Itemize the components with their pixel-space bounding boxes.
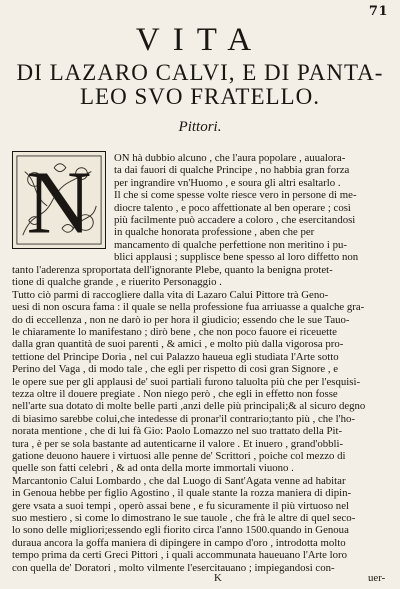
text-line: gere vsata a suoi tempi , operò assai bene , e fu sicuramente il più virtuoso nel: [12, 499, 350, 512]
catchword: uer-: [368, 572, 386, 584]
text-line: con quella de' Doratori , molto vilmente l'esercitauano ; impiegandosi con-: [12, 561, 335, 574]
signature-mark: K: [214, 572, 222, 584]
text-line: le opere sue per gli applausi de' suoi partiali furono taluolta più che per l'esquisi-: [12, 375, 361, 388]
text-line: per ingrandire vn'Huomo , e soura gli altri esaltarlo .: [114, 176, 341, 189]
text-line: nell'arte sua dotato di molte belle parti ,anzi delle più principali;& al sicuro degno: [12, 400, 366, 413]
text-line: gatione deuono hauere i virtuosi alle penne de' Scrittori , poiche col mezzo di: [12, 450, 346, 462]
title-line-2: DI LAZARO CALVI, E DI PANTA-: [16, 60, 384, 85]
text-line: tura , è per se sola bastante ad autenticarne il valore . Et inuero , grand'obbli-: [12, 437, 344, 450]
title-line-1: VITA: [135, 22, 265, 58]
text-line: quelle son fatti celebri , & ad onta della morte immortali viuono .: [12, 462, 294, 475]
text-line: Perino del Vaga , di modo tale , che egli per rispetto di così gran Signore , e: [12, 363, 339, 376]
text-line: blici applausi ; supplisce bene spesso al loro diffetto non: [114, 251, 359, 264]
text-line: tettione del Principe Doria , nel cui Palazzo haueua egli studiata l'Arte sotto: [12, 350, 339, 363]
floral-initial-icon: [13, 152, 105, 248]
text-line: dalla gran quantità de suoi parenti , & amici , e molto più dalla vigorosa pro-: [12, 338, 344, 351]
text-line: norata mentione , che di lui fà Gio: Paolo Lomazzo nel suo trattato della Pit-: [12, 425, 343, 438]
text-line: le chiaramente lo manifestano ; dirò bene , che non poco fauore ei riceuette: [12, 326, 337, 338]
initial-letter: N: [26, 153, 92, 248]
text-line: in Genoua hebbe per figlio Agostino , il quale stante la rozza maniera di dipin-: [12, 487, 352, 500]
text-line: lo sono delle migliori;essendo egli fiorito circa l'anno 1500.quando in Genoua: [12, 524, 349, 537]
text-line: tempo prima da certi Greci Pittori , i quali accommunata haueuano l'Arte loro: [12, 549, 348, 562]
text-line: di biasimo sarebbe colui,che intedesse di pronar'il contrario;tanto più , che l'ho-: [12, 412, 355, 425]
text-line: uesi di non oscura fama : il quale se nella professione fua arriuasse a qualche gra-: [12, 301, 365, 314]
text-line: tezza oltre il douere pregiate . Non niego però , che egli in effetto non fosse: [12, 388, 338, 400]
text-line: ta dai fauori di qualche Principe , no habbia gran forza: [114, 164, 350, 177]
text-line: più facilmente può accadere a coloro , che esercitandosi: [114, 214, 356, 226]
text-line: tione di qualche grande , e riuerito Personaggio .: [12, 276, 222, 289]
subtitle: Pittori.: [178, 119, 222, 135]
text-line: diocre talento , e poco affettionate al ben operare ; così: [114, 201, 351, 214]
text-line: in qualche honorata professione , aben che per: [114, 226, 315, 239]
text-line: suo mestiero , si come lo dimostrano le sue tauole , che frà le altre di quel seco-: [12, 512, 356, 524]
title-line-3: LEO SVO FRATELLO.: [80, 84, 320, 109]
text-line: duraua ancora la goffa maniera di dipingere in campo d'oro , introdotta molto: [12, 536, 346, 549]
text-line: mancamento di qualche perfettione non meritino i pu-: [114, 238, 347, 251]
text-line: Marcantonio Calui Lombardo , che dal Luogo di Sant'Agata venne ad habitar: [12, 474, 346, 487]
decorated-initial-n: [12, 151, 106, 249]
text-line: do di eccellenza , non ne darò io per hora il giudicio; essendo che le sue Tauo-: [12, 313, 350, 326]
text-line: tanto l'aderenza sproportata dell'ignorante Plebe, quanto la benigna protet-: [12, 264, 333, 276]
page-number: 71: [368, 4, 388, 19]
text-line: Tutto ciò parmi di raccogliere dalla vita di Lazaro Calui Pittore trà Geno-: [12, 288, 329, 301]
text-line: Il che si come spesse volte riesce vero in persone di me-: [114, 189, 357, 202]
text-line: ON hà dubbio alcuno , che l'aura popolare , auualora-: [114, 152, 346, 164]
